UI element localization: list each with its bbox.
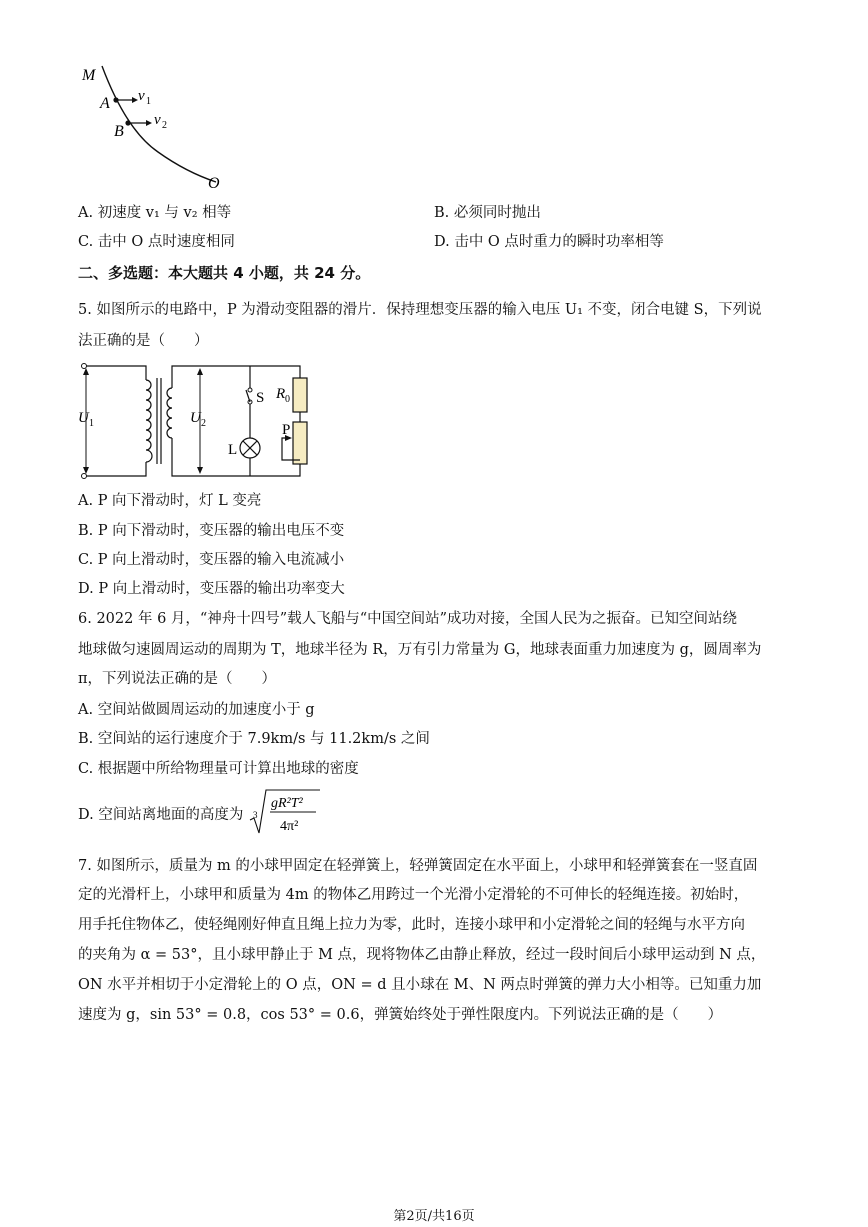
label-v2-sub: 2 (162, 120, 167, 131)
secondary-coil (167, 388, 172, 438)
q7-line2: 定的光滑杆上，小球甲和质量为 4m 的物体乙用跨过一个光滑小定滑轮的不可伸长的轻绳连接。初始时， (78, 887, 749, 903)
q6-option-d: D. 空间站离地面的高度为 (78, 807, 244, 823)
q4-option-c: C. 击中 O 点时速度相同 (78, 234, 235, 250)
q7-line6: 速度为 g，sin 53° = 0.8，cos 53° = 0.6，弹簧始终处于弹性限度内。下列说法正确的是（ ） (78, 1007, 723, 1023)
label-r0: R (276, 386, 286, 402)
q6-stem-line2: 地球做匀速圆周运动的周期为 T，地球半径为 R，万有引力常量为 G，地球表面重力加速度为 g，圆周率为 (78, 642, 762, 658)
label-s: S (256, 390, 265, 406)
projectile-figure (78, 60, 238, 195)
q7-line5: ON 水平并相切于小定滑轮上的 O 点，ON = d 且小球在 M、N 两点时弹簧的弹力大小相等。已知重力加 (78, 977, 762, 993)
cube-root-formula (244, 788, 322, 838)
label-b: B (114, 123, 124, 140)
q4-option-a: A. 初速度 v₁ 与 v₂ 相等 (78, 205, 232, 221)
q7-line1: 7. 如图所示，质量为 m 的小球甲固定在轻弹簧上，轻弹簧固定在水平面上，小球甲和轻弹簧套在一竖直固 (78, 858, 758, 874)
q5-stem-line1: 5. 如图所示的电路中，P 为滑动变阻器的滑片．保持理想变压器的输入电压 U₁ 不变，闭合电键 S，下列说 (78, 302, 762, 318)
q6-stem-line3: π，下列说法正确的是（ ） (78, 671, 277, 687)
q5-stem-line2: 法正确的是（ ） (78, 333, 209, 349)
arrowhead-icon (197, 467, 203, 474)
label-u1: U (78, 410, 89, 426)
q5-option-b: B. P 向下滑动时，变压器的输出电压不变 (78, 523, 345, 539)
label-v1-sub: 1 (146, 96, 151, 107)
switch-contact (248, 388, 252, 392)
formula-denominator: 4π² (280, 819, 299, 834)
arrowhead-icon (146, 120, 152, 126)
label-o: O (208, 175, 220, 192)
label-p: P (282, 422, 291, 438)
q5-option-d: D. P 向上滑动时，变压器的输出功率变大 (78, 581, 345, 597)
label-r0-sub: 0 (285, 394, 290, 405)
primary-coil (146, 380, 152, 462)
q7-line3: 用手托住物体乙，使轻绳刚好伸直且绳上拉力为零，此时，连接小球甲和小定滑轮之间的轻绳与水平方向 (78, 917, 745, 933)
q5-option-a: A. P 向下滑动时，灯 L 变亮 (78, 493, 262, 509)
rheostat (293, 422, 307, 464)
q6-option-b: B. 空间站的运行速度介于 7.9km/s 与 11.2km/s 之间 (78, 731, 430, 747)
q7-line4: 的夹角为 α = 53°，且小球甲静止于 M 点，现将物体乙由静止释放，经过一段时间后小球甲运动到 N 点， (78, 947, 766, 963)
label-u2: U (190, 410, 201, 426)
label-u2-sub: 2 (201, 418, 206, 429)
q4-option-d: D. 击中 O 点时重力的瞬时功率相等 (434, 234, 664, 250)
label-l: L (228, 442, 238, 458)
label-m: M (82, 67, 96, 84)
root-index: 3 (253, 810, 258, 820)
label-u1-sub: 1 (89, 418, 94, 429)
arrowhead-icon (83, 368, 89, 375)
q4-option-b: B. 必须同时抛出 (434, 205, 541, 221)
terminal-icon (82, 474, 87, 479)
label-v1: v (138, 88, 145, 104)
formula-numerator: gR²T² (271, 796, 303, 811)
page-footer: 第2页/共16页 (393, 1209, 475, 1224)
primary-wire (87, 366, 147, 476)
terminal-icon (82, 364, 87, 369)
arrowhead-icon (197, 368, 203, 375)
circuit-figure (78, 360, 318, 482)
q5-option-c: C. P 向上滑动时，变压器的输入电流减小 (78, 552, 345, 568)
arrowhead-icon (83, 467, 89, 474)
label-v2: v (154, 112, 161, 128)
section-heading: 二、多选题：本大题共 4 小题，共 24 分。 (78, 264, 371, 282)
resistor-r0 (293, 378, 307, 412)
q6-stem-line1: 6. 2022 年 6 月，“神舟十四号”载人飞船与“中国空间站”成功对接，全国人民为之振奋。已知空间站绕 (78, 611, 738, 627)
label-a: A (100, 95, 110, 112)
q6-option-a: A. 空间站做圆周运动的加速度小于 g (78, 702, 315, 718)
q6-option-c: C. 根据题中所给物理量可计算出地球的密度 (78, 761, 359, 777)
